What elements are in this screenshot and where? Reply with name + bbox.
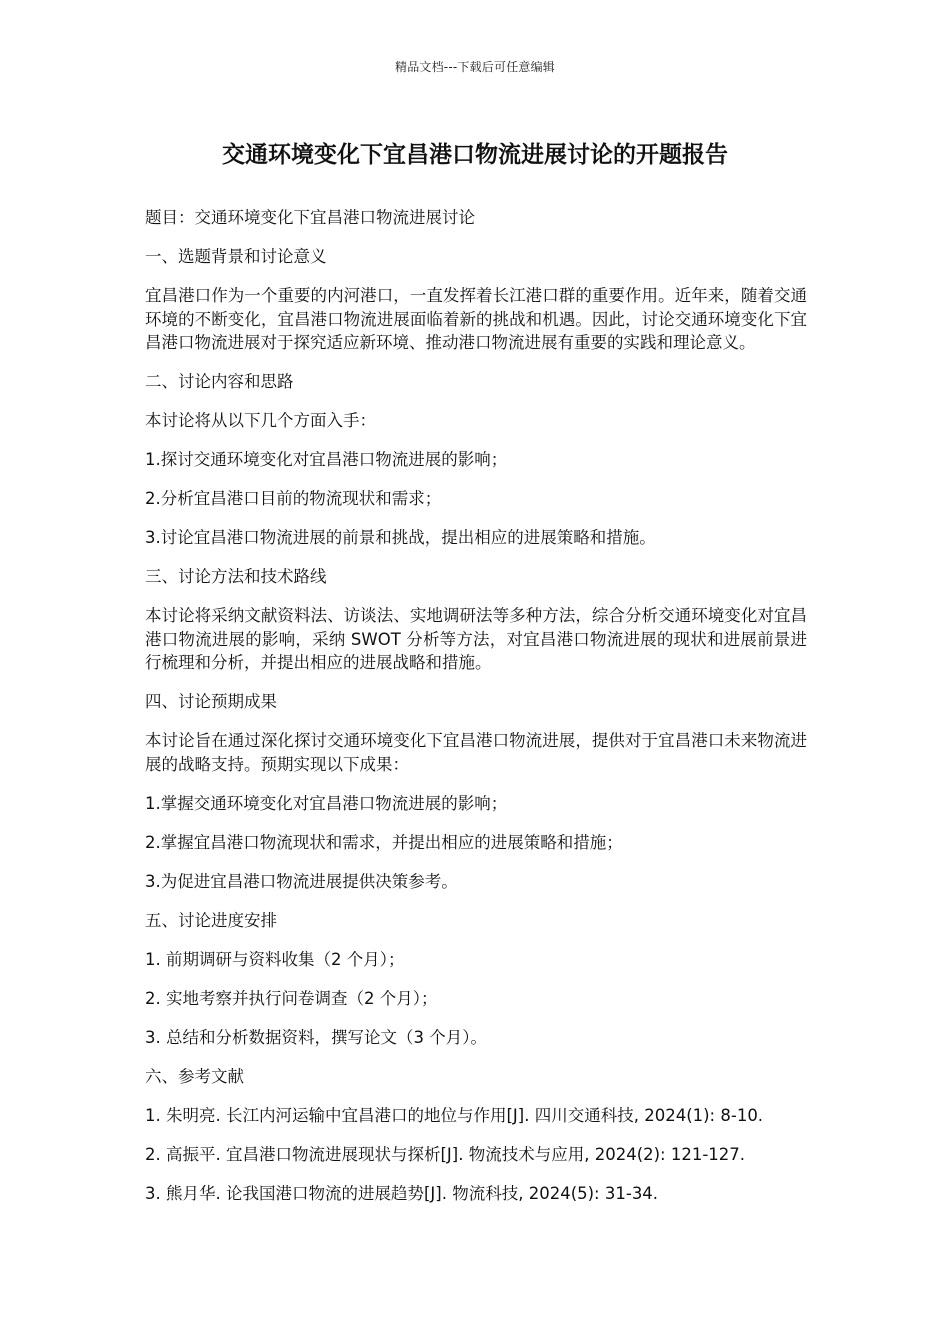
schedule-item: 3. 总结和分析数据资料，撰写论文（3 个月）。 xyxy=(145,1027,487,1047)
section-heading-references: 六、参考文献 xyxy=(145,1066,244,1086)
methods-paragraph: 本讨论将采纳文献资料法、访谈法、实地调研法等多种方法，综合分析交通环境变化对宜昌港口物流进展的影响，采纳 SWOT 分析等方法，对宜昌港口物流进展的现状和进展前景进行梳理和分析，并提出相应的进展战略和措施。 xyxy=(145,606,807,672)
background-paragraph: 宜昌港口作为一个重要的内河港口，一直发挥着长江港口群的重要作用。近年来，随着交通环境的不断变化，宜昌港口物流进展面临着新的挑战和机遇。因此，讨论交通环境变化下宜昌港口物流进展对于探究适应新环境、推动港口物流进展有重要的实践和理论意义。 xyxy=(145,286,807,352)
section-heading-schedule: 五、讨论进度安排 xyxy=(145,910,277,930)
schedule-item: 2. 实地考察并执行问卷调查（2 个月）； xyxy=(145,988,438,1008)
reference-item: 2. 高振平. 宜昌港口物流进展现状与探析[J]. 物流技术与应用, 2024(2): 121-127. xyxy=(145,1144,746,1164)
content-intro: 本讨论将从以下几个方面入手： xyxy=(145,411,376,430)
content-item: 3.讨论宜昌港口物流进展的前景和挑战，提出相应的进展策略和措施。 xyxy=(145,528,656,547)
reference-item: 3. 熊月华. 论我国港口物流的进展趋势[J]. 物流科技, 2024(5): 31-34. xyxy=(145,1183,659,1203)
content-item: 1.探讨交通环境变化对宜昌港口物流进展的影响； xyxy=(145,450,508,469)
header-note: 精品文档---下载后可任意编辑 xyxy=(395,60,555,74)
outcomes-paragraph: 本讨论旨在通过深化探讨交通环境变化下宜昌港口物流进展，提供对于宜昌港口未来物流进展的战略支持。预期实现以下成果： xyxy=(145,731,807,774)
document-title: 交通环境变化下宜昌港口物流进展讨论的开题报告 xyxy=(222,142,728,168)
document-body xyxy=(145,206,807,1221)
topic-line: 题目：交通环境变化下宜昌港口物流进展讨论 xyxy=(145,208,475,227)
section-heading-background: 一、选题背景和讨论意义 xyxy=(145,247,327,266)
content-item: 2.分析宜昌港口目前的物流现状和需求； xyxy=(145,489,442,508)
section-heading-content: 二、讨论内容和思路 xyxy=(145,372,294,391)
schedule-item: 1. 前期调研与资料收集（2 个月）； xyxy=(145,949,405,969)
outcome-item: 2.掌握宜昌港口物流现状和需求，并提出相应的进展策略和措施； xyxy=(145,832,623,852)
outcome-item: 3.为促进宜昌港口物流进展提供决策参考。 xyxy=(145,871,458,891)
outcome-item: 1.掌握交通环境变化对宜昌港口物流进展的影响； xyxy=(145,793,508,813)
reference-item: 1. 朱明亮. 长江内河运输中宜昌港口的地位与作用[J]. 四川交通科技, 2024(1): 8-10. xyxy=(145,1105,764,1125)
section-heading-outcomes: 四、讨论预期成果 xyxy=(145,692,277,711)
section-heading-methods: 三、讨论方法和技术路线 xyxy=(145,567,327,586)
